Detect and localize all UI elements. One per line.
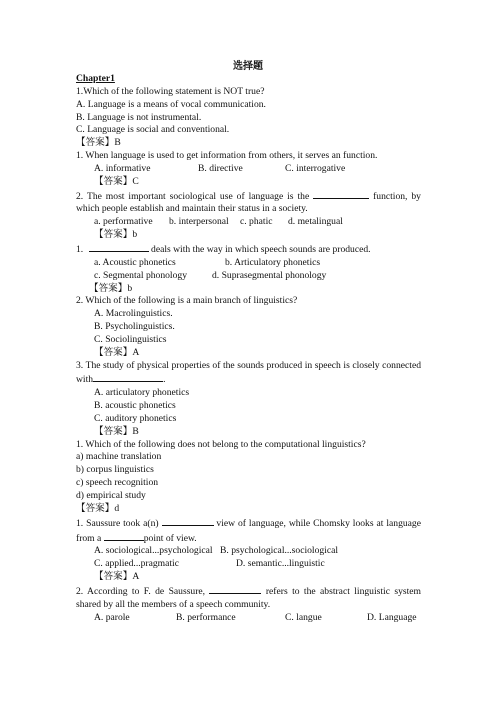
option: C. auditory phonetics bbox=[94, 412, 177, 424]
option-row bbox=[76, 216, 421, 229]
stem-text: 2. According to F. de Saussure, bbox=[76, 585, 206, 597]
option: D. semantic...linguistic bbox=[236, 558, 325, 570]
option: d. metalingual bbox=[288, 216, 343, 228]
question-stem bbox=[76, 360, 421, 388]
stem-text: refers to the abstract linguistic system shared by all the members of a speech community. bbox=[76, 585, 421, 610]
answer-line: 【答案】b bbox=[89, 282, 133, 294]
option-row bbox=[76, 545, 421, 558]
option-row bbox=[76, 257, 421, 270]
option: B. Psycholinguistics. bbox=[94, 321, 175, 333]
stem-text: 1. bbox=[76, 243, 84, 255]
option: c. Segmental phonology bbox=[94, 269, 187, 281]
option-row bbox=[76, 558, 421, 571]
option: B. Language is not instrumental. bbox=[76, 111, 202, 123]
option: C. Language is social and conventional. bbox=[76, 124, 230, 136]
option: C. applied...pragmatic bbox=[94, 558, 179, 570]
option: c. phatic bbox=[240, 216, 273, 228]
option-row bbox=[76, 612, 421, 625]
stem-text: . bbox=[163, 374, 166, 386]
option: b. interpersonal bbox=[169, 216, 229, 228]
option-row bbox=[76, 270, 421, 283]
answer-blank bbox=[313, 189, 369, 199]
stem-text: function, by which people establish and maintain their status in a society. bbox=[76, 190, 421, 215]
option: d) empirical study bbox=[76, 490, 146, 501]
option: A. articulatory phonetics bbox=[94, 387, 190, 399]
option: d. Suprasegmental phonology bbox=[212, 269, 327, 281]
stem-text: point of view. bbox=[143, 532, 197, 544]
answer-line: 【答案】B bbox=[76, 137, 121, 149]
stem-text: view of language, while Chomsky looks at language from a bbox=[76, 517, 421, 544]
option-row bbox=[76, 163, 421, 176]
stem-text: 1. Saussure took a(n) bbox=[76, 517, 159, 529]
stem-text: 3. The study of physical properties of the sounds produced in speech is closely connected with bbox=[76, 359, 421, 386]
option: b. Articulatory phonetics bbox=[225, 256, 321, 268]
option: C. langue bbox=[285, 611, 322, 623]
answer-line: 【答案】A bbox=[94, 571, 140, 583]
question-stem: 1.Which of the following statement is NOT true? bbox=[76, 85, 265, 97]
question-stem bbox=[76, 242, 421, 257]
option: B. performance bbox=[176, 611, 236, 623]
option: C. Sociolinguistics bbox=[94, 333, 167, 345]
answer-line: 【答案】C bbox=[94, 175, 139, 187]
option: B. psychological...sociological bbox=[220, 545, 339, 557]
answer-blank bbox=[162, 516, 214, 526]
option: B. acoustic phonetics bbox=[94, 400, 176, 412]
question-stem: 2. Which of the following is a main branch of linguistics? bbox=[76, 295, 298, 307]
option: A. sociological...psychological bbox=[94, 545, 213, 557]
answer-line: 【答案】B bbox=[94, 425, 139, 437]
stem-text: 2. The most important sociological use of language is the bbox=[76, 190, 310, 202]
option: B. directive bbox=[198, 162, 243, 174]
answer-blank bbox=[209, 584, 261, 594]
question-stem bbox=[76, 584, 421, 612]
option: b) corpus linguistics bbox=[76, 464, 154, 476]
option: a. Acoustic phonetics bbox=[94, 256, 176, 268]
option: c) speech recognition bbox=[76, 477, 159, 489]
question-stem bbox=[76, 189, 421, 217]
chapter-heading: Chapter1 bbox=[76, 73, 115, 84]
option: A. parole bbox=[94, 611, 130, 623]
document-body bbox=[76, 73, 421, 624]
option: a. performative bbox=[94, 216, 153, 228]
answer-blank bbox=[104, 531, 144, 541]
option: D. Language bbox=[367, 611, 417, 623]
answer-blank bbox=[89, 242, 149, 252]
question-stem: 1. When language is used to get information from others, it serves an function. bbox=[76, 150, 378, 162]
question-stem bbox=[76, 516, 421, 546]
option: A. Language is a means of vocal communication. bbox=[76, 98, 266, 110]
answer-line: 【答案】A bbox=[94, 346, 140, 358]
page-title: 选择题 bbox=[233, 61, 263, 72]
answer-line: 【答案】b bbox=[94, 229, 138, 241]
answer-blank bbox=[93, 372, 163, 382]
stem-text: deals with the way in which speech sounds are produced. bbox=[151, 243, 371, 255]
answer-line: 【答案】d bbox=[76, 502, 120, 514]
option: A. Macrolinguistics. bbox=[94, 308, 173, 320]
option: A. informative bbox=[94, 162, 151, 174]
option: C. interrogative bbox=[285, 162, 346, 174]
option: a) machine translation bbox=[76, 451, 162, 463]
question-stem: 1. Which of the following does not belong to the computational linguistics? bbox=[76, 438, 366, 450]
